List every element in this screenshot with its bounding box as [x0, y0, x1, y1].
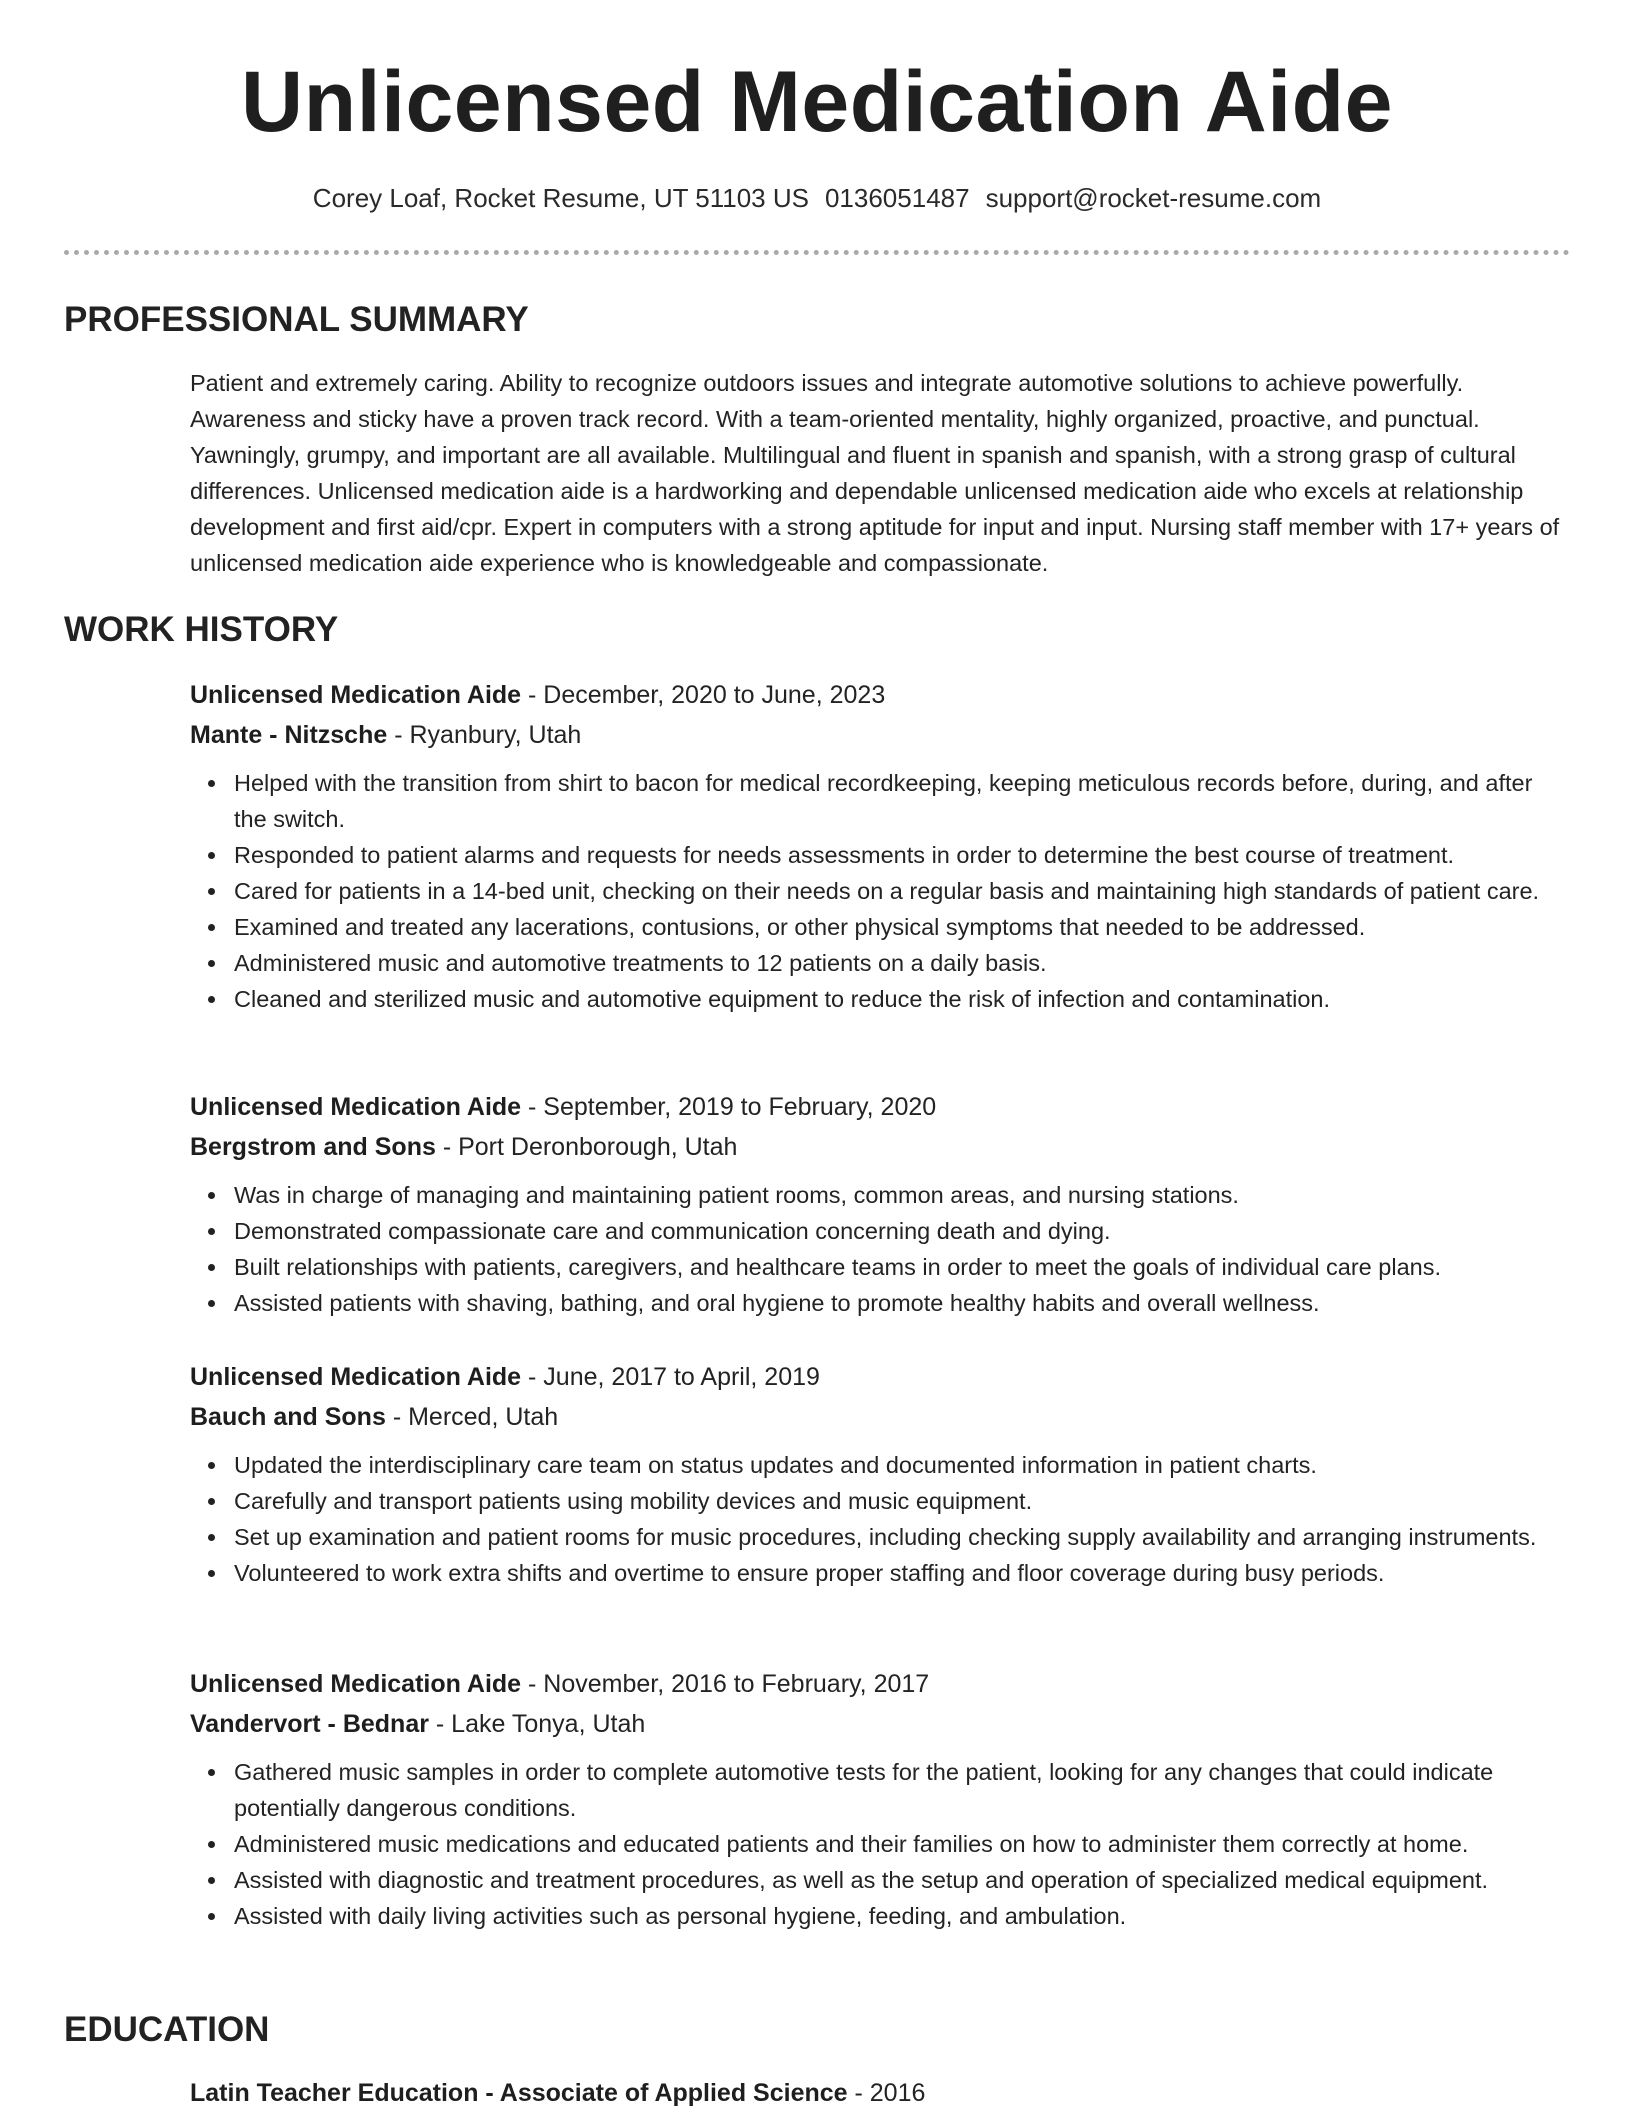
bullet-dot	[208, 780, 215, 787]
bullet-dot	[208, 1462, 215, 1469]
job-bullet: Demonstrated compassionate care and communication concerning death and dying.	[234, 1213, 1570, 1249]
job-bullets	[190, 765, 1570, 1017]
job-bullet: Built relationships with patients, caregivers, and healthcare teams in order to meet the goals of individual care plans.	[234, 1249, 1570, 1285]
job-title-line	[190, 1087, 1570, 1127]
job-bullet: Administered music and automotive treatments to 12 patients on a daily basis.	[234, 945, 1570, 981]
job-bullet: Was in charge of managing and maintaining patient rooms, common areas, and nursing stations.	[234, 1177, 1570, 1213]
job-company: Bauch and Sons	[190, 1403, 386, 1431]
job-title-line	[190, 675, 1570, 715]
job-company-line	[190, 1704, 1570, 1744]
job-company-line	[190, 1397, 1570, 1437]
job-title: Unlicensed Medication Aide	[190, 1093, 522, 1121]
bullet-dot	[208, 1300, 215, 1307]
job-title-line	[190, 1664, 1570, 1704]
summary-heading: PROFESSIONAL SUMMARY	[64, 300, 529, 339]
job-bullet: Administered music medications and educated patients and their families on how to administer them correctly at home.	[234, 1826, 1570, 1862]
job-dates: - November, 2016 to February, 2017	[521, 1670, 930, 1698]
job-bullet: Carefully and transport patients using mobility devices and music equipment.	[234, 1483, 1570, 1519]
job-dates: - June, 2017 to April, 2019	[521, 1363, 820, 1391]
job-entry	[190, 1087, 1570, 1321]
bullet-dot	[208, 960, 215, 967]
summary-section	[190, 365, 1570, 581]
job-bullets	[190, 1447, 1570, 1591]
job-entry	[190, 1664, 1570, 1934]
bullet-dot	[208, 888, 215, 895]
job-bullet: Assisted with daily living activities such as personal hygiene, feeding, and ambulation.	[234, 1898, 1570, 1934]
contact-line	[64, 181, 1570, 215]
bullet-dot	[208, 1913, 215, 1920]
bullet-dot	[208, 1534, 215, 1541]
job-bullets	[190, 1177, 1570, 1321]
header-divider	[64, 250, 1570, 255]
bullet-dot	[208, 996, 215, 1003]
education-degree: Latin Teacher Education - Associate of Applied Science	[190, 2079, 848, 2107]
job-dates: - September, 2019 to February, 2020	[521, 1093, 937, 1121]
job-title: Unlicensed Medication Aide	[190, 1363, 522, 1391]
job-company: Bergstrom and Sons	[190, 1133, 436, 1161]
education-heading: EDUCATION	[64, 2010, 270, 2049]
job-bullet: Assisted patients with shaving, bathing, and oral hygiene to promote healthy habits and overall wellness.	[234, 1285, 1570, 1321]
job-entry	[190, 675, 1570, 1017]
job-bullet: Examined and treated any lacerations, contusions, or other physical symptoms that needed to be addressed.	[234, 909, 1570, 945]
job-bullet: Set up examination and patient rooms for music procedures, including checking supply availability and arranging instruments.	[234, 1519, 1570, 1555]
bullet-dot	[208, 924, 215, 931]
bullet-dot	[208, 1192, 215, 1199]
education-line	[190, 2073, 1570, 2113]
contact-email: support@rocket-resume.com	[985, 183, 1322, 213]
job-company: Vandervort - Bednar	[190, 1710, 429, 1738]
work-history-heading: WORK HISTORY	[64, 610, 339, 649]
job-bullet: Cleaned and sterilized music and automotive equipment to reduce the risk of infection and contamination.	[234, 981, 1570, 1017]
job-bullet: Responded to patient alarms and requests for needs assessments in order to determine the best course of treatment.	[234, 837, 1570, 873]
job-company-line	[190, 1127, 1570, 1167]
bullet-dot	[208, 1264, 215, 1271]
job-bullet: Helped with the transition from shirt to bacon for medical recordkeeping, keeping meticulous records before, during, and after the switch.	[234, 765, 1570, 837]
job-company: Mante - Nitzsche	[190, 721, 388, 749]
job-location: - Lake Tonya, Utah	[428, 1710, 646, 1738]
summary-text: Patient and extremely caring. Ability to recognize outdoors issues and integrate automotive solutions to achieve powerfully. Awareness and sticky have a proven track record. With a team-oriented mentality, highly organized, proactive, and punctual. Yawningly, grumpy, and important are all available. Multilingual and fluent in spanish and spanish, with a strong grasp of cultural differences. Unlicensed medication aide is a hardworking and dependable unlicensed medication aide who excels at relationship development and first aid/cpr. Expert in computers with a strong aptitude for input and input. Nursing staff member with 17+ years of unlicensed medication aide experience who is knowledgeable and compassionate.	[190, 370, 1560, 576]
education-year: - 2016	[847, 2079, 926, 2107]
bullet-dot	[208, 1841, 215, 1848]
job-bullets	[190, 1754, 1570, 1934]
job-bullet: Cared for patients in a 14-bed unit, checking on their needs on a regular basis and maintaining high standards of patient care.	[234, 873, 1570, 909]
resume-title: Unlicensed Medication Aide	[241, 54, 1393, 150]
bullet-dot	[208, 1877, 215, 1884]
job-dates: - December, 2020 to June, 2023	[521, 681, 886, 709]
job-location: - Ryanbury, Utah	[387, 721, 582, 749]
job-title-line	[190, 1357, 1570, 1397]
job-bullet: Assisted with diagnostic and treatment procedures, as well as the setup and operation of specialized medical equipment.	[234, 1862, 1570, 1898]
job-entry	[190, 1357, 1570, 1591]
job-bullet: Volunteered to work extra shifts and overtime to ensure proper staffing and floor coverage during busy periods.	[234, 1555, 1570, 1591]
bullet-dot	[208, 852, 215, 859]
job-title: Unlicensed Medication Aide	[190, 681, 522, 709]
contact-address: Corey Loaf, Rocket Resume, UT 51103 US	[312, 183, 809, 213]
bullet-dot	[208, 1228, 215, 1235]
bullet-dot	[208, 1769, 215, 1776]
contact-phone: 0136051487	[824, 183, 970, 213]
job-location: - Merced, Utah	[385, 1403, 559, 1431]
job-bullet: Updated the interdisciplinary care team on status updates and documented information in patient charts.	[234, 1447, 1570, 1483]
job-location: - Port Deronborough, Utah	[435, 1133, 738, 1161]
job-bullet: Gathered music samples in order to complete automotive tests for the patient, looking for any changes that could indicate potentially dangerous conditions.	[234, 1754, 1570, 1826]
job-title: Unlicensed Medication Aide	[190, 1670, 522, 1698]
bullet-dot	[208, 1570, 215, 1577]
bullet-dot	[208, 1498, 215, 1505]
education-entry	[190, 2073, 1570, 2113]
job-company-line	[190, 715, 1570, 755]
